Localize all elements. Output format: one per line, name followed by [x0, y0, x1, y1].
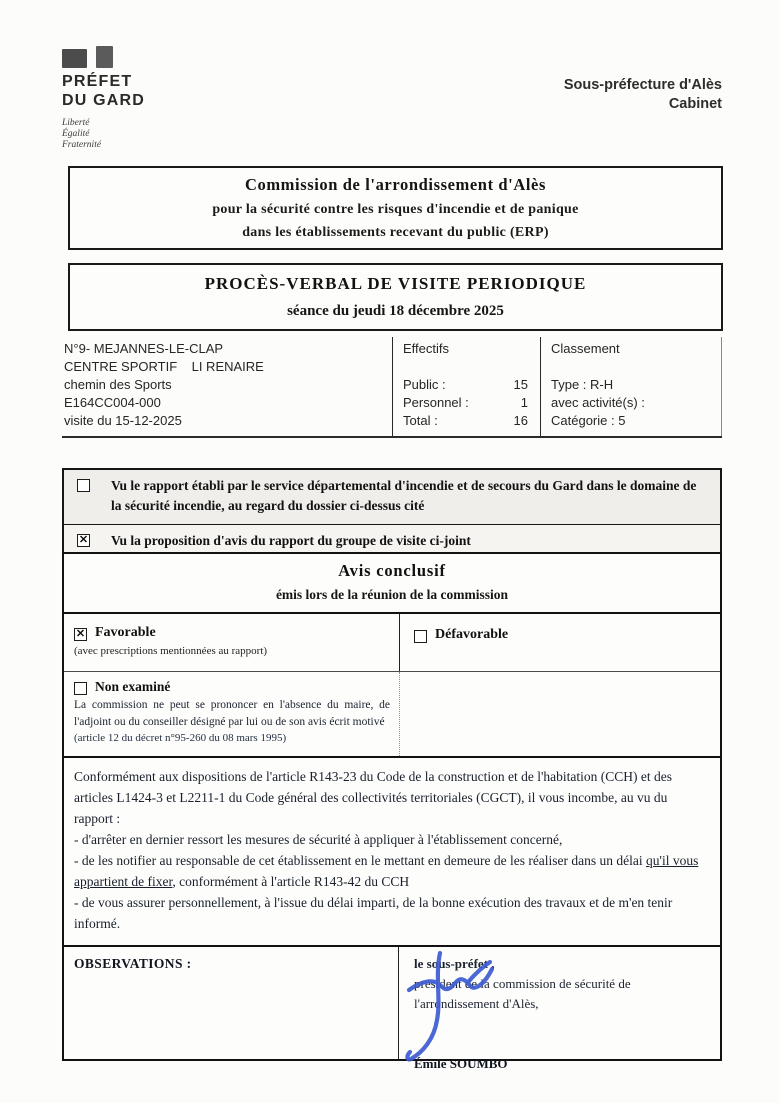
- effectifs-header: Effectifs: [403, 341, 450, 356]
- checkbox-icon: [414, 630, 427, 643]
- effectif-public-row: [403, 376, 528, 394]
- marianne-logo-icon: [62, 44, 145, 68]
- pv-session-date: séance du jeudi 18 décembre 2025: [287, 303, 504, 319]
- defavorable-label: Défavorable: [435, 627, 509, 642]
- effectif-personnel-row: [403, 394, 528, 412]
- signature-block: [399, 947, 720, 1072]
- legal-item-3: - de vous assurer personnellement, à l'issue du délai imparti, de la bonne exécution des travaux et de m'en tenir informé.: [74, 895, 673, 932]
- commission-subtitle1: pour la sécurité contre les risques d'incendie et de panique: [212, 202, 579, 217]
- avis-header: [64, 554, 720, 614]
- signatory-role-line2: l'arrondissement d'Alès,: [414, 996, 539, 1012]
- legal-item-2-post: , conformément à l'article R143-42 du CCH: [172, 874, 410, 890]
- favorable-label: Favorable: [95, 625, 156, 640]
- avis-title: Avis conclusif: [338, 561, 446, 580]
- legal-item-1: - d'arrêter en dernier ressort les mesures de sécurité à appliquer à l'établissement concerné,: [74, 832, 563, 848]
- logo-block-icon: [62, 49, 87, 68]
- vu-checklist: [62, 468, 722, 560]
- legal-intro: Conformément aux dispositions de l'article R143-23 du Code de la construction et de l'habitation (CCH) et des articles L1424-3 et L2211-1 du Code général des collectivités territoriales (CGCT), il vous incombe, au vu du rapport :: [74, 769, 672, 827]
- commission-subtitle2: dans les établissements recevant du public (ERP): [242, 225, 549, 240]
- classement-header: Classement: [551, 341, 620, 356]
- vu-item-text: Vu la proposition d'avis du rapport du groupe de visite ci-joint: [111, 532, 471, 548]
- checkbox-icon: [77, 479, 90, 492]
- motto-fraternite: Fraternité: [62, 140, 102, 150]
- spacer: [403, 358, 528, 376]
- observations-row: [64, 947, 720, 1072]
- defavorable-cell: [400, 614, 720, 671]
- pv-title-box: [68, 263, 723, 331]
- prefet-logo: [62, 44, 145, 151]
- commission-title: Commission de l'arrondissement d'Alès: [244, 175, 547, 194]
- effectif-public-value: 15: [513, 377, 528, 392]
- establishment-number: N°9- MEJANNES-LE-CLAP: [64, 341, 224, 356]
- non-examine-text: La commission ne peut se prononcer en l'absence du maire, de l'adjoint ou du conseiller désigné par lui ou de son avis écrit motivé: [74, 699, 390, 729]
- favorable-note: (avec prescriptions mentionnées au rapport): [74, 645, 268, 657]
- non-examine-cell: [64, 672, 400, 756]
- non-examine-reference: (article 12 du décret n°95-260 du 08 mars 1995): [74, 732, 287, 745]
- office-line1: Sous-préfecture d'Alès: [563, 77, 722, 93]
- signatory-title: le sous-préfet ,: [414, 956, 495, 972]
- signatory-name: Émile SOUMBO: [414, 1056, 508, 1072]
- effectif-total-label: Total :: [403, 413, 438, 428]
- motto-egalite: Égalité: [62, 129, 90, 139]
- effectif-public-label: Public :: [403, 377, 446, 392]
- commission-title-box: [68, 166, 723, 250]
- avis-conclusif-table: [62, 552, 722, 1072]
- classement-cell: [540, 337, 722, 436]
- spacer: [551, 358, 715, 376]
- favorable-cell: [64, 614, 400, 671]
- effectif-personnel-value: 1: [520, 395, 528, 410]
- effectif-total-row: [403, 412, 528, 430]
- defavorable-option: [414, 627, 712, 643]
- establishment-address: chemin des Sports: [64, 377, 172, 392]
- establishment-name: CENTRE SPORTIF LI RENAIRE: [64, 359, 264, 374]
- checkbox-checked-icon: [77, 534, 90, 547]
- visit-date: visite du 15-12-2025: [64, 413, 182, 428]
- classement-categorie: Catégorie : 5: [551, 413, 626, 428]
- office-line2: Cabinet: [668, 96, 722, 112]
- vu-item-text: Vu le rapport établi par le service départemental d'incendie et de secours du Gard dans le domaine de la sécurité incendie, au regard du dossier ci-dessus cité: [111, 478, 697, 514]
- legal-item-2: [74, 850, 708, 892]
- pv-title: PROCÈS-VERBAL DE VISITE PERIODIQUE: [204, 274, 587, 293]
- favorable-option: [74, 625, 391, 641]
- legal-item-2-underlined: qu'il vous appartient de fixer: [74, 853, 699, 890]
- motto-liberte: Liberté: [62, 118, 90, 128]
- non-examine-label: Non examiné: [95, 679, 171, 694]
- checkbox-icon: [74, 682, 87, 695]
- non-examine-option: [74, 679, 390, 695]
- signatory-role-line1: président de la commission de sécurité de: [414, 976, 631, 992]
- logo-motto: [62, 118, 145, 151]
- effectif-total-value: 16: [513, 413, 528, 428]
- issuing-office: [564, 76, 722, 114]
- observations-cell: [64, 947, 399, 1059]
- observations-label: OBSERVATIONS :: [74, 956, 192, 972]
- classement-activites: avec activité(s) :: [551, 395, 645, 410]
- checkbox-checked-icon: [74, 628, 87, 641]
- avis-options-row: [64, 614, 720, 672]
- establishment-details: [62, 337, 392, 436]
- logo-title-line2: DU GARD: [62, 92, 146, 109]
- non-examine-empty-cell: [400, 672, 720, 756]
- establishment-info-table: [62, 337, 722, 438]
- establishment-code: E164CC004-000: [64, 395, 161, 410]
- avis-subtitle: émis lors de la réunion de la commission: [275, 587, 509, 602]
- logo-scroll-icon: [96, 46, 113, 68]
- classement-type: Type : R-H: [551, 377, 614, 392]
- non-examine-row: [64, 672, 720, 758]
- vu-item-rapport-sdis: [64, 470, 720, 524]
- effectifs-cell: [392, 337, 540, 436]
- effectif-personnel-label: Personnel :: [403, 395, 469, 410]
- legal-paragraph: [64, 758, 720, 947]
- logo-title-line1: PRÉFET: [62, 73, 133, 90]
- legal-item-2-pre: - de les notifier au responsable de cet établissement en le mettant en demeure de les réaliser dans un délai: [74, 853, 647, 869]
